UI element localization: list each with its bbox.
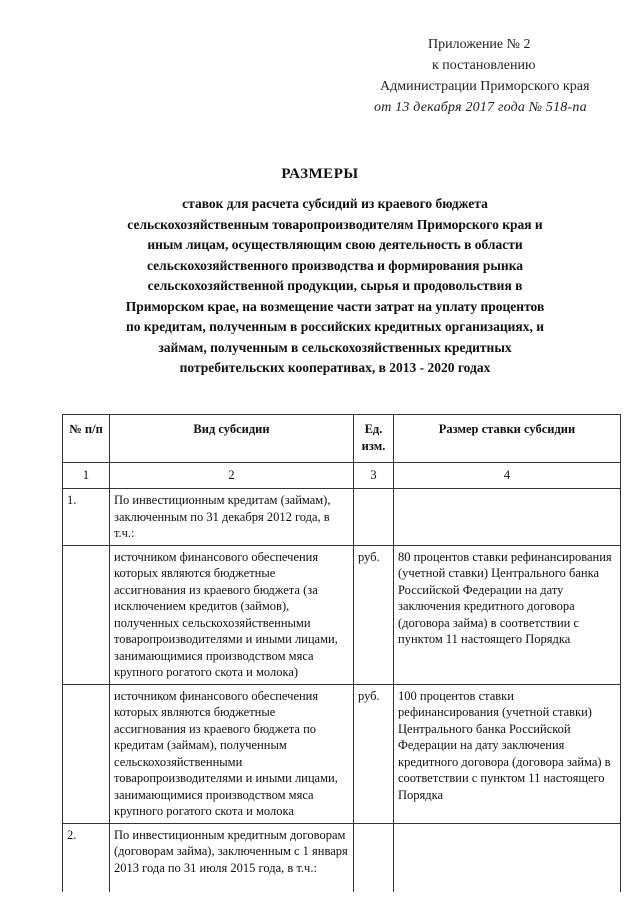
header-unit: Ед. изм. (354, 415, 394, 463)
row-number (63, 545, 110, 684)
row-kind: По инвестиционным кредитным договорам (договорам займа), заключенным с 1 января 2013 года по 31 июля 2015 года, в т.ч.: (110, 823, 354, 892)
column-number: 1 (63, 463, 110, 489)
resolution-header (374, 34, 620, 118)
authority-label: Администрации Приморского края (380, 79, 590, 94)
row-number (63, 684, 110, 823)
document-subtitle: ставок для расчета субсидий из краевого бюджета сельскохозяйственным товаропроизводителям Приморского края и иным лицам, осуществляющим свою деятельность в области сельскохозяйственного производства и формирования рынка сельскохозяйственной продукции, сырья и продовольствия в Приморском крае, на возмещение части затрат на уплату процентов по кредитам, полученным в российских кредитных организациях, и займам, полученным в сельскохозяйственных кредитных потребительских кооперативах, в 2013 - 2020 годах (125, 196, 545, 375)
row-rate (394, 489, 621, 546)
row-rate (394, 823, 621, 892)
row-rate: 80 процентов ставки рефинансирования (учетной ставки) Центрального банка Российской Федерации на дату заключения кредитного договора (договора займа) в соответствии с пунктом 11 настоящего Порядка (394, 545, 621, 684)
table-header-row (63, 415, 621, 463)
header-rate: Размер ставки субсидии (394, 415, 621, 463)
header-number: № п/п (63, 415, 110, 463)
document-title: РАЗМЕРЫ (281, 166, 359, 182)
row-kind: По инвестиционным кредитам (займам), заключенным по 31 декабря 2012 года, в т.ч.: (110, 489, 354, 546)
column-number-row (63, 463, 621, 489)
row-kind: источником финансового обеспечения которых являются бюджетные ассигнования из краевого бюджета по кредитам (займам), полученным сельскохозяйственными товаропроизводителями и иными лицами, занимающимися производством мяса крупного рогатого скота и молока (110, 684, 354, 823)
subsidy-rates-table (62, 414, 621, 892)
table-row (63, 823, 621, 892)
table-row (63, 545, 621, 684)
row-unit (354, 489, 394, 546)
row-unit: руб. (354, 545, 394, 684)
column-number: 2 (110, 463, 354, 489)
column-number: 4 (394, 463, 621, 489)
header-kind: Вид субсидии (110, 415, 354, 463)
row-number: 2. (63, 823, 110, 892)
appendix-label: Приложение № 2 (428, 37, 531, 52)
to-resolution-label: к постановлению (432, 58, 536, 73)
row-unit: руб. (354, 684, 394, 823)
date-number-label: от 13 декабря 2017 года № 518-па (374, 100, 587, 115)
row-kind: источником финансового обеспечения которых являются бюджетные ассигнования из краевого бюджета (за исключением кредитов (займов), полученных сельскохозяйственными товаропроизводителями и иными лицами, занимающимися производством мяса крупного рогатого скота и молока) (110, 545, 354, 684)
row-number: 1. (63, 489, 110, 546)
table-row (63, 489, 621, 546)
table-row (63, 684, 621, 823)
row-rate: 100 процентов ставки рефинансирования (учетной ставки) Центрального банка Российской Федерации на дату заключения кредитного договора (договора займа) в соответствии с пунктом 11 настоящего Порядка (394, 684, 621, 823)
row-unit (354, 823, 394, 892)
column-number: 3 (354, 463, 394, 489)
